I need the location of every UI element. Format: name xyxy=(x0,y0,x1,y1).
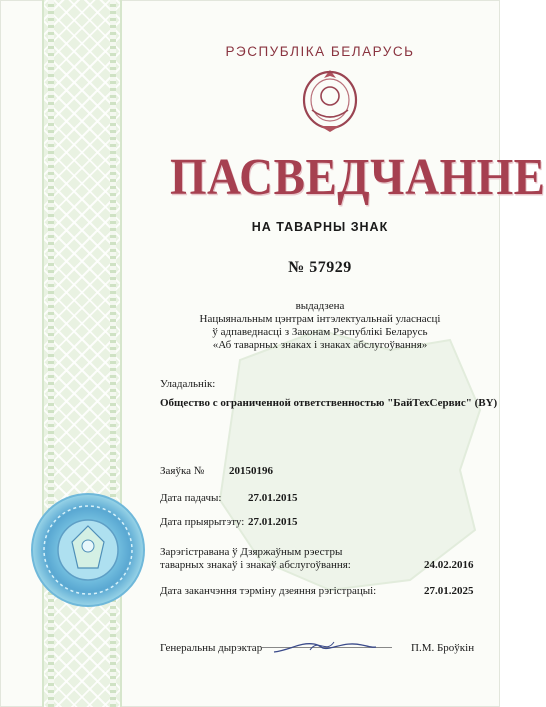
state-emblem-icon xyxy=(298,66,362,134)
owner-label: Уладальнік: xyxy=(160,378,216,390)
expiry-date-label: Дата заканчэння тэрміну дзеяння рэгістрацыі: xyxy=(160,585,377,597)
filing-date-value: 27.01.2015 xyxy=(248,492,298,504)
certificate-number: № 57929 xyxy=(288,259,352,276)
document-title: ПАСВЕДЧАННЕ xyxy=(170,149,546,207)
owner-value: Общество с ограниченной ответственностью "БайТехСервис" (BY) xyxy=(160,397,498,409)
filing-date-label: Дата падачы: xyxy=(160,492,222,504)
republic-heading: РЭСПУБЛІКА БЕЛАРУСЬ xyxy=(225,44,415,59)
application-value: 20150196 xyxy=(229,465,273,477)
issued-line-1: выдадзена xyxy=(295,300,345,312)
signatory-position: Генеральны дырэктар xyxy=(160,642,263,654)
signatory-name: П.М. Броўкін xyxy=(411,642,475,654)
registered-date-value: 24.02.2016 xyxy=(424,559,474,571)
signature-icon xyxy=(270,636,380,658)
map-watermark xyxy=(200,320,490,600)
document-subtitle: НА ТАВАРНЫ ЗНАК xyxy=(251,220,389,234)
registered-label-line-1: Зарэгістравана ў Дзяржаўным рэестры xyxy=(160,546,343,558)
issued-line-4: «Аб таварных знаках і знаках абслугоўвання» xyxy=(212,339,428,351)
priority-date-value: 27.01.2015 xyxy=(248,516,298,528)
priority-date-label: Дата прыярытэту: xyxy=(160,516,245,528)
issued-line-2: Нацыянальным цэнтрам інтэлектуальнай уласнасці xyxy=(199,313,441,325)
registered-label-line-2: таварных знакаў і знакаў абслугоўвання: xyxy=(160,559,351,571)
hologram-seal-icon xyxy=(28,490,148,610)
expiry-date-value: 27.01.2025 xyxy=(424,585,474,597)
application-label: Заяўка № xyxy=(160,465,205,477)
issued-line-3: ў адпаведнасці з Законам Рэспублікі Беларусь xyxy=(212,326,428,338)
